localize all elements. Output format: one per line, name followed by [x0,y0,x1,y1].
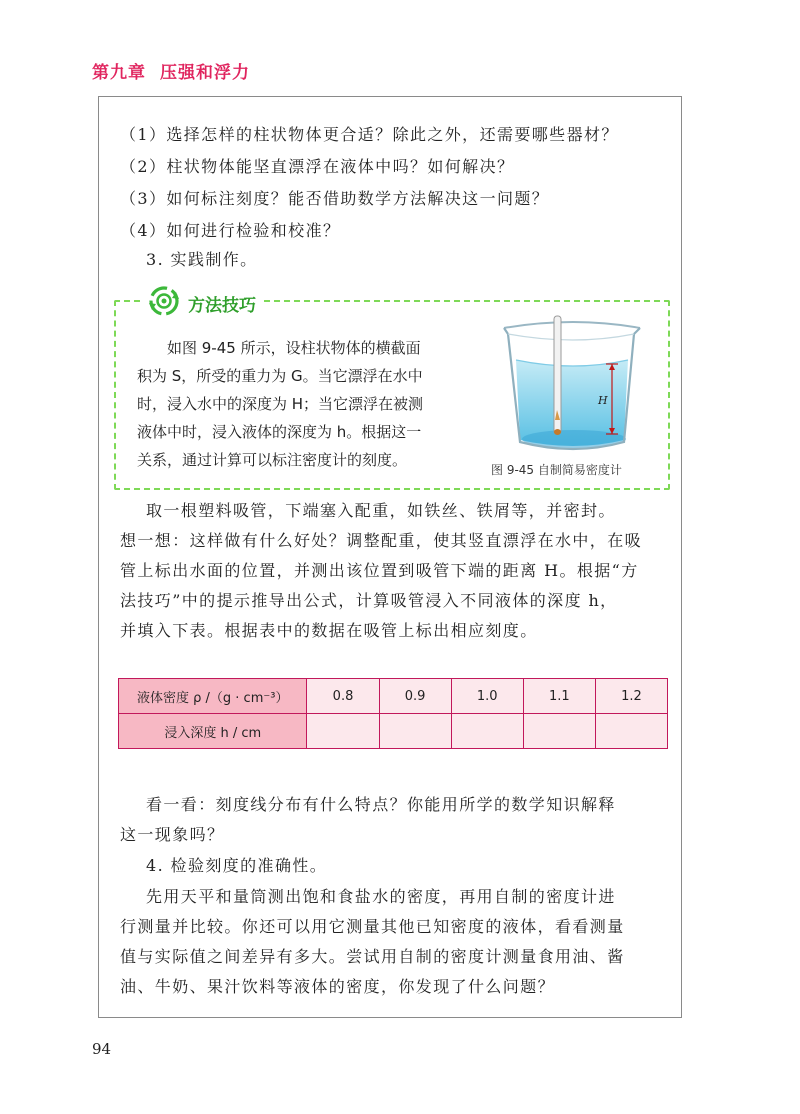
density-value-cell: 1.1 [523,679,595,714]
method-tips-text [137,334,467,474]
method-line: 时，浸入水中的深度为 H；当它漂浮在被测 [137,395,424,413]
paragraph-line: 看一看：刻度线分布有什么特点？你能用所学的数学知识解释 [146,795,616,814]
paragraph-observe [120,790,660,850]
paragraph-line: 油、牛奶、果汁饮料等液体的密度，你发现了什么问题？ [120,977,556,996]
recycle-gear-icon [146,283,182,323]
paragraph-line: 想一想：这样做有什么好处？调整配重，使其竖直漂浮在水中，在吸 [120,531,643,550]
depth-empty-cell [595,714,667,749]
density-depth-table [118,678,668,749]
step-3-heading: 3. 实践制作。 [146,250,258,269]
question-4: （4）如何进行检验和校准？ [120,221,341,240]
question-3: （3）如何标注刻度？能否借助数学方法解决这一问题？ [120,189,550,208]
method-tips-title: 方法技巧 [188,295,256,316]
paragraph-line: 取一根塑料吸管，下端塞入配重，如铁丝、铁屑等，并密封。 [146,501,616,520]
method-line: 液体中时，浸入液体的深度为 h。根据这一 [137,423,422,441]
figure-caption: 图 9-45 自制简易密度计 [491,463,622,477]
density-header-cell: 液体密度 ρ /（g · cm⁻³） [119,679,307,714]
page-number: 94 [92,1040,112,1058]
table-row [119,714,668,749]
chapter-number: 第九章 [92,63,146,83]
density-value-cell: 1.2 [595,679,667,714]
paragraph-line: 这一现象吗？ [120,825,225,844]
density-meter-beaker-figure [494,312,654,460]
density-value-cell: 0.9 [379,679,451,714]
paragraph-line: 法技巧”中的提示推导出公式，计算吸管浸入不同液体的深度 h， [120,591,618,610]
chapter-title: 压强和浮力 [160,63,250,83]
paragraph-line: 并填入下表。根据表中的数据在吸管上标出相应刻度。 [120,621,538,640]
chapter-header [92,58,250,83]
question-2: （2）柱状物体能坚直漂浮在液体中吗？如何解决？ [120,157,515,176]
method-line: 关系，通过计算可以标注密度计的刻度。 [137,451,408,469]
step-4-heading: 4. 检验刻度的准确性。 [146,856,328,875]
paragraph-verify [120,882,660,1002]
depth-empty-cell [379,714,451,749]
height-label-H: H [598,394,608,407]
paragraph-line: 管上标出水面的位置，并测出该位置到吸管下端的距离 H。根据“方 [120,561,639,580]
paragraph-line: 行测量并比较。你还可以用它测量其他已知密度的液体，看看测量 [120,917,625,936]
depth-header-cell: 浸入深度 h / cm [119,714,307,749]
paragraph-line: 先用天平和量筒测出饱和食盐水的密度，再用自制的密度计进 [146,887,616,906]
density-value-cell: 0.8 [307,679,379,714]
method-tips-title-wrap [140,283,262,323]
depth-empty-cell [307,714,379,749]
question-1: （1）选择怎样的柱状物体更合适？除此之外，还需要哪些器材？ [120,125,619,144]
paragraph-straw [120,496,660,646]
depth-empty-cell [451,714,523,749]
table-row [119,679,668,714]
method-line: 如图 9-45 所示，设柱状物体的横截面 [167,339,421,357]
method-line: 积为 S，所受的重力为 G。当它漂浮在水中 [137,367,423,385]
density-value-cell: 1.0 [451,679,523,714]
depth-empty-cell [523,714,595,749]
paragraph-line: 值与实际值之间差异有多大。尝试用自制的密度计测量食用油、酱 [120,947,625,966]
